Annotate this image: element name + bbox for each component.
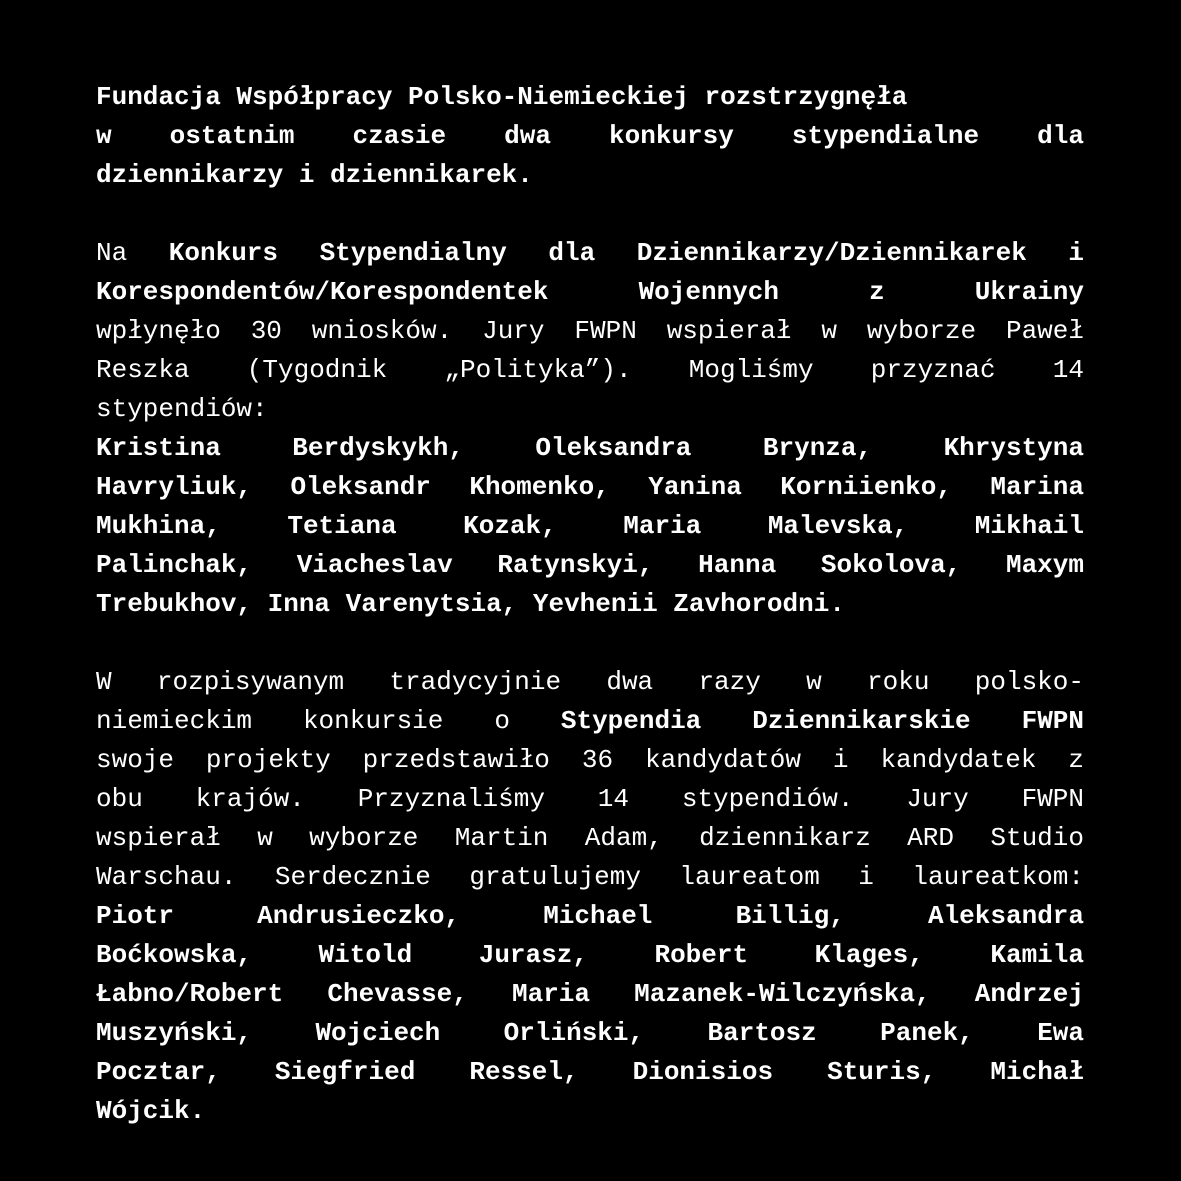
paragraph-line: [96, 702, 1084, 741]
contest-name: Konkurs Stypendialny dla Dziennikarzy/Dziennikarek i: [168, 238, 1084, 268]
paragraph-line: obu krajów. Przyznaliśmy 14 stypendiów. Jury FWPN: [96, 784, 1084, 814]
paragraph-line: swoje projekty przedstawiło 36 kandydatów i kandydatek z: [96, 745, 1084, 775]
intro-paragraph: [96, 78, 1084, 195]
paragraph-line: wpłynęło 30 wniosków. Jury FWPN wspierał w wyborze Paweł: [96, 316, 1084, 346]
laureates-line: Palinchak, Viacheslav Ratynskyi, Hanna Sokolova, Maxym: [96, 550, 1084, 580]
laureates-line: Kristina Berdyskykh, Oleksandra Brynza, Khrystyna: [96, 433, 1084, 463]
paragraph-line: Warschau. Serdecznie gratulujemy laureatom i laureatkom:: [96, 862, 1084, 892]
war-correspondents-paragraph: [96, 234, 1084, 624]
laureates-line: Trebukhov, Inna Varenytsia, Yevhenii Zavhorodni.: [96, 589, 845, 619]
paragraph-line: W rozpisywanym tradycyjnie dwa razy w roku polsko-: [96, 667, 1084, 697]
intro-line: Fundacja Współpracy Polsko-Niemieckiej rozstrzygnęła: [96, 82, 908, 112]
paragraph-line: Reszka (Tygodnik „Polityka”). Mogliśmy przyznać 14: [96, 355, 1084, 385]
paragraph-line: [96, 234, 1084, 273]
laureates-line: Piotr Andrusieczko, Michael Billig, Aleksandra: [96, 901, 1084, 931]
paragraph-line: wspierał w wyborze Martin Adam, dziennikarz ARD Studio: [96, 823, 1084, 853]
journalism-scholarships-paragraph: [96, 663, 1084, 1131]
contest-name: Korespondentów/Korespondentek Wojennych z Ukrainy: [96, 277, 1084, 307]
laureates-line: Pocztar, Siegfried Ressel, Dionisios Sturis, Michał: [96, 1057, 1084, 1087]
text-segment: niemieckim konkursie o: [96, 706, 561, 736]
laureates-line: Boćkowska, Witold Jurasz, Robert Klages, Kamila: [96, 940, 1084, 970]
laureates-line: Mukhina, Tetiana Kozak, Maria Malevska, Mikhail: [96, 511, 1084, 541]
intro-line: w ostatnim czasie dwa konkursy stypendialne dla: [96, 121, 1084, 151]
laureates-line: Havryliuk, Oleksandr Khomenko, Yanina Korniienko, Marina: [96, 472, 1084, 502]
laureates-line: Łabno/Robert Chevasse, Maria Mazanek-Wilczyńska, Andrzej: [96, 979, 1084, 1009]
laureates-line: Wójcik.: [96, 1096, 206, 1126]
contest-name: Stypendia Dziennikarskie FWPN: [560, 706, 1084, 736]
intro-line: dziennikarzy i dziennikarek.: [96, 160, 533, 190]
text-segment: Na: [96, 238, 169, 268]
paragraph-line: stypendiów:: [96, 394, 268, 424]
laureates-line: Muszyński, Wojciech Orliński, Bartosz Panek, Ewa: [96, 1018, 1084, 1048]
announcement-text: [96, 78, 1084, 1131]
